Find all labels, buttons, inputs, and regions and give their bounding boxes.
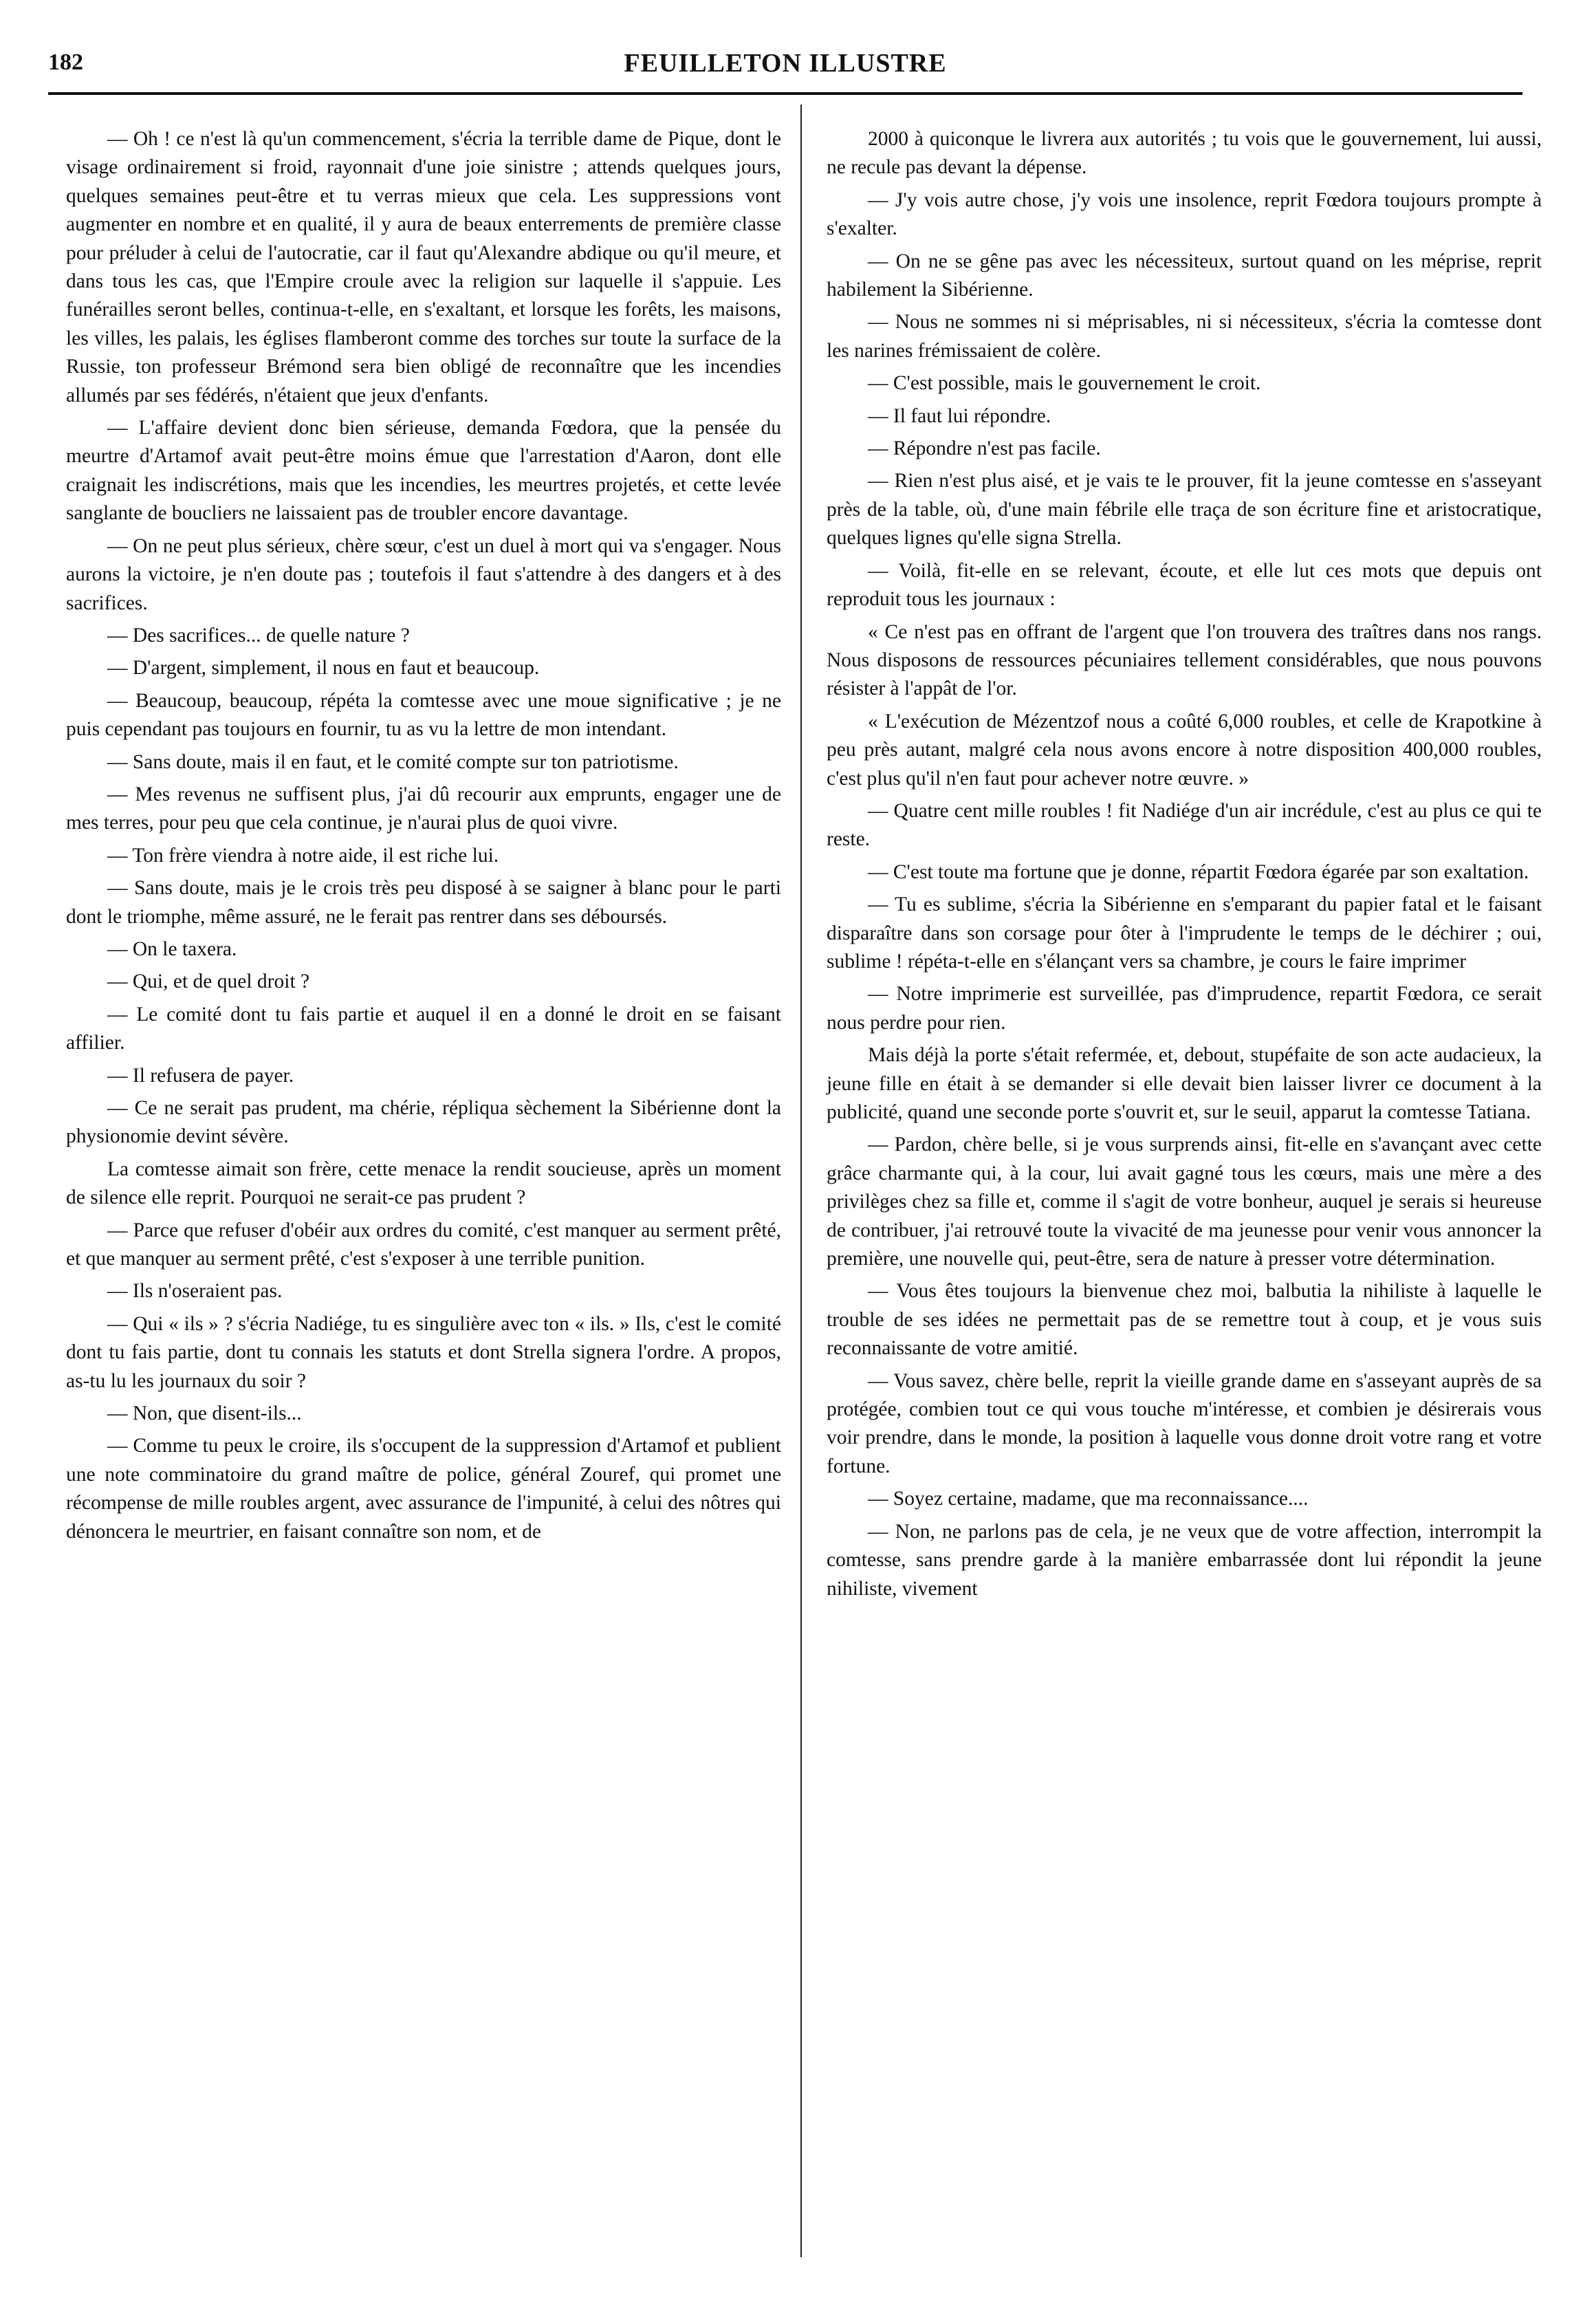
paragraph: — Rien n'est plus aisé, et je vais te le prouver, fit la jeune comtesse en s'asseyant près de la table, où, d'une main fébrile elle traça de son écriture fine et aristocratique, quelques lignes qu'elle signa Strella. xyxy=(827,470,1542,550)
paragraph: — Le comité dont tu fais partie et auquel il en a donné le droit en se faisant affilier. xyxy=(66,1003,781,1054)
paragraph: — C'est toute ma fortune que je donne, répartit Fœdora égarée par son exaltation. xyxy=(868,860,1529,883)
paragraph: Mais déjà la porte s'était refermée, et, debout, stupéfaite de son acte audacieux, la jeune fille en était à se demander si elle devait bien laisser livrer ce document à la publicité, quand une seconde porte s'ouvrit et, sur le seuil, apparut la comtesse Tatiana. xyxy=(827,1044,1542,1123)
paragraph: — Ils n'oseraient pas. xyxy=(107,1280,283,1303)
paragraph: — J'y vois autre chose, j'y vois une insolence, reprit Fœdora toujours prompte à s'exalter. xyxy=(827,188,1542,240)
paragraph: — On ne peut plus sérieux, chère sœur, c'est un duel à mort qui va s'engager. Nous aurons la victoire, je n'en doute pas ; toutefois il faut s'attendre à des dangers et à des sacrifices. xyxy=(66,534,781,614)
paragraph: — Répondre n'est pas facile. xyxy=(868,437,1101,460)
paragraph: — L'affaire devient donc bien sérieuse, demanda Fœdora, que la pensée du meurtre d'Artamof avait peut-être moins émue que l'arrestation d'Aaron, dont elle craignait les indiscrétions, mais que les incendies, les meurtres projetés, et cette levée sanglante de boucliers ne laissaient pas de troubler encore davantage. xyxy=(66,417,781,525)
page-number: 182 xyxy=(48,50,83,75)
paragraph: — Comme tu peux le croire, ils s'occupent de la suppression d'Artamof et publient une note comminatoire du grand maître de police, général Zouref, qui promet une récompense de mille roubles argent, avec assurance de l'impunité, à celui des nôtres qui dénoncera le meurtrier, en faisant connaître son nom, et de xyxy=(66,1435,781,1543)
paragraph: — Ce ne serait pas prudent, ma chérie, répliqua sèchement la Sibérienne dont la physionomie devint sévère. xyxy=(66,1097,781,1148)
paragraph: — Tu es sublime, s'écria la Sibérienne en s'emparant du papier fatal et le faisant disparaître dans son corsage pour ôter à l'imprudente le temps de le déchirer ; oui, sublime ! répéta-t-elle en s'élançant vers sa chambre, je cours le faire imprimer xyxy=(827,893,1542,973)
paragraph: — Qui « ils » ? s'écria Nadiége, tu es singulière avec ton « ils. » Ils, c'est le comité dont tu fais partie, dont tu connais les statuts et dont Strella signera l'ordre. A propos, as-tu lu les journaux du soir ? xyxy=(66,1312,781,1392)
paragraph: — Non, que disent-ils... xyxy=(107,1402,302,1425)
paragraph: — Voilà, fit-elle en se relevant, écoute, et elle lut ces mots que depuis ont reproduit tous les journaux : xyxy=(827,559,1542,611)
running-title: FEUILLETON ILLUSTRE xyxy=(624,49,947,78)
paragraph: — Nous ne sommes ni si méprisables, ni si nécessiteux, s'écria la comtesse dont les narines frémissaient de colère. xyxy=(827,311,1542,362)
paragraph: — Des sacrifices... de quelle nature ? xyxy=(107,624,410,647)
paragraph: — Mes revenus ne suffisent plus, j'ai dû recourir aux emprunts, engager une de mes terres, pour peu que cela continue, je n'aurai plus de quoi vivre. xyxy=(66,783,781,834)
page-header xyxy=(48,44,1522,92)
header-rule xyxy=(48,92,1522,95)
column-divider xyxy=(800,105,802,2257)
paragraph: — D'argent, simplement, il nous en faut et beaucoup. xyxy=(107,657,540,680)
paragraph: — Parce que refuser d'obéir aux ordres du comité, c'est manquer au serment prêté, et que manquer au serment prêté, c'est s'exposer à une terrible punition. xyxy=(66,1219,781,1270)
paragraph: — Non, ne parlons pas de cela, je ne veux que de votre affection, interrompit la comtesse, sans prendre garde à la manière embarrassée dont lui répondit la jeune nihiliste, vivement xyxy=(827,1520,1542,1600)
paragraph: — Il refusera de payer. xyxy=(107,1064,294,1087)
paragraph: — Pardon, chère belle, si je vous surprends ainsi, fit-elle en s'avançant avec cette grâce charmante qui, à la cour, lui avait gagné tous les cœurs, mais une mère a des privilèges chez sa fille et, comme il s'agit de votre bonheur, auquel je serais si heureuse de contribuer, j'ai retrouvé toute la vivacité de ma jeunesse pour venir vous annoncer la première, une nouvelle qui, peut-être, sera de nature à presser votre détermination. xyxy=(827,1133,1542,1270)
paragraph: 2000 à quiconque le livrera aux autorités ; tu vois que le gouvernement, lui aussi, ne recule pas devant la dépense. xyxy=(827,128,1542,179)
paragraph: — Notre imprimerie est surveillée, pas d'imprudence, repartit Fœdora, ce serait nous perdre pour rien. xyxy=(827,983,1542,1034)
right-column xyxy=(827,125,1542,1607)
paragraph: — Quatre cent mille roubles ! fit Nadiége d'un air incrédule, c'est au plus ce qui te reste. xyxy=(827,799,1542,851)
paragraph: — Ton frère viendra à notre aide, il est riche lui. xyxy=(107,844,499,867)
paragraph: — C'est possible, mais le gouvernement le croit. xyxy=(868,372,1261,395)
paragraph: La comtesse aimait son frère, cette menace la rendit soucieuse, après un moment de silence elle reprit. Pourquoi ne serait-ce pas prudent ? xyxy=(66,1158,781,1209)
paragraph: — Soyez certaine, madame, que ma reconnaissance.... xyxy=(868,1488,1309,1510)
paragraph: — Sans doute, mais il en faut, et le comité compte sur ton patriotisme. xyxy=(107,750,679,773)
paragraph: — On le taxera. xyxy=(107,937,237,960)
paragraph: — Vous êtes toujours la bienvenue chez moi, balbutia la nihiliste à laquelle le trouble de ses idées ne permettait pas de se remettre tout à coup, et je vous suis reconnaissante de votre amitié. xyxy=(827,1280,1542,1360)
paragraph: — Oh ! ce n'est là qu'un commencement, s'écria la terrible dame de Pique, dont le visage ordinairement si froid, rayonnait d'une joie sinistre ; attends quelques jours, quelques semaines peut-être et tu verras mieux que cela. Les suppressions vont augmenter en nombre et en qualité, il y aura de beaux enterrements de première classe pour préluder à celui de l'autocratie, car il faut qu'Alexandre abdique ou qu'il meure, et dans tous les cas, que l'Empire croule avec la religion sur laquelle il s'appuie. Les funérailles seront belles, continua-t-elle, en s'exaltant, et lorsque les forêts, les maisons, les villes, les palais, les églises flamberont comme des torches sur toute la surface de la Russie, ton professeur Brémond sera bien obligé de reconnaître que les incendies allumés par ses fédérés, n'étaient que jeux d'enfants. xyxy=(66,128,781,406)
paragraph: — Vous savez, chère belle, reprit la vieille grande dame en s'asseyant auprès de sa protégée, combien tout ce qui vous touche m'intéresse, et combien je désirerais vous voir prendre, dans le monde, la position à laquelle vous donne droit votre rang et votre fortune. xyxy=(827,1369,1542,1477)
left-column xyxy=(66,125,781,1550)
paragraph: — Qui, et de quel droit ? xyxy=(107,970,310,993)
paragraph: — On ne se gêne pas avec les nécessiteux, surtout quand on les méprise, reprit habilement la Sibérienne. xyxy=(827,250,1542,301)
paragraph: « Ce n'est pas en offrant de l'argent que l'on trouvera des traîtres dans nos rangs. Nous disposons de ressources pécuniaires tellement considérables, que nous pouvons résister à l'appât de l'or. xyxy=(827,620,1542,700)
paragraph: — Beaucoup, beaucoup, répéta la comtesse avec une moue significative ; je ne puis cependant pas toujours en fournir, tu as vu la lettre de mon intendant. xyxy=(66,689,781,741)
paragraph: — Sans doute, mais je le crois très peu disposé à se saigner à blanc pour le parti dont le triomphe, même assuré, ne le ferait pas rentrer dans ses déboursés. xyxy=(66,877,781,928)
paragraph: « L'exécution de Mézentzof nous a coûté 6,000 roubles, et celle de Krapotkine à peu près autant, malgré cela nous avons encore à notre disposition 400,000 roubles, c'est plus qu'il n'en faut pour achever notre œuvre. » xyxy=(827,710,1542,790)
paragraph: — Il faut lui répondre. xyxy=(868,404,1051,427)
